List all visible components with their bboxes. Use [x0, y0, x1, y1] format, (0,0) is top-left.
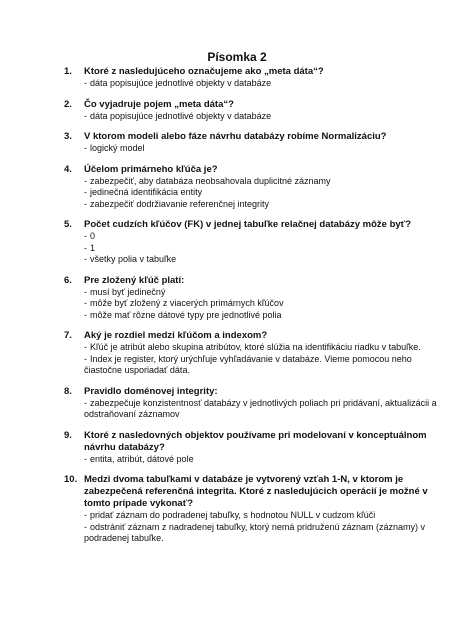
question-text: Pre zložený kľúč platí: [84, 274, 185, 286]
answer-item [84, 78, 444, 90]
answer-list [84, 454, 444, 466]
question-text: Ktoré z nasledujúceho označujeme ako „meta dáta“? [84, 66, 324, 77]
answer-text: entita, atribút, dátové pole [90, 453, 194, 464]
question-text: Čo vyjadruje pojem „meta dáta“? [84, 98, 234, 110]
answer-item [84, 143, 444, 155]
answer-text: zabezpečiť, aby databáza neobsahovala duplicitné záznamy [90, 175, 331, 186]
answer-item [84, 243, 444, 255]
answer-item [84, 187, 444, 199]
question-number: 9. [64, 429, 72, 441]
answer-dash: - [84, 298, 87, 308]
question-text: Pravidlo doménovej integrity: [84, 385, 218, 397]
answer-dash: - [84, 286, 87, 297]
answer-text: dáta popisujúce jednotlivé objekty v databáze [90, 110, 272, 121]
answer-list [84, 398, 444, 421]
question-text: Počet cudzích kľúčov (FK) v jednej tabuľke relačnej databázy môže byť? [84, 219, 412, 230]
answer-item [84, 310, 444, 322]
question-number: 8. [64, 385, 72, 397]
answer-text: musí byť jedinečný [90, 286, 166, 297]
page-title: Písomka 2 [207, 50, 267, 64]
answer-text: zabezpečiť dodržiavanie referenčnej integrity [90, 198, 269, 209]
answer-dash: - [84, 143, 87, 153]
answer-dash: - [84, 342, 87, 352]
answer-item [84, 510, 444, 522]
answer-item [84, 522, 444, 545]
question-number: 10. [64, 474, 78, 485]
question-item [64, 164, 444, 211]
answer-text: všetky polia v tabuľke [90, 254, 177, 264]
answer-item [84, 354, 444, 377]
answer-item [84, 454, 444, 466]
answer-text: môže byť zložený z viacerých primárnych kľúčov [90, 298, 284, 308]
question-number: 7. [64, 330, 72, 341]
answer-list [84, 78, 444, 90]
answer-text: logický model [90, 143, 145, 153]
answer-list [84, 231, 444, 266]
answer-text: 0 [90, 231, 96, 241]
answer-text: dáta popisujúce jednotlivé objekty v databáze [90, 78, 272, 88]
answer-list [84, 287, 444, 322]
answer-list [84, 342, 444, 377]
question-number: 6. [64, 274, 72, 286]
answer-item [84, 176, 444, 188]
answer-text: Index je register, ktorý urýchľuje vyhľadávanie v databáze. Vieme pomocou neho čiastočne usporiadať dáta. [84, 353, 412, 375]
answer-dash: - [84, 175, 87, 186]
answer-dash: - [84, 309, 87, 320]
question-item [64, 275, 444, 322]
question-item [64, 66, 444, 90]
answer-text: zabezpečuje konzistentnosť databázy v jednotlivých poliach pri pridávaní, aktualizácii a odstraňovaní záznamov [84, 397, 437, 419]
answer-text: môže mať rôzne dátové typy pre jednotlivé polia [90, 309, 282, 320]
answer-item [84, 398, 444, 421]
answer-dash: - [84, 397, 87, 408]
answer-dash: - [84, 353, 87, 364]
answer-list [84, 176, 444, 211]
question-item [64, 219, 444, 266]
question-text: Účelom primárneho kľúča je? [84, 163, 218, 175]
answer-text: 1 [90, 242, 96, 253]
question-item [64, 330, 444, 377]
question-list [64, 66, 444, 554]
answer-dash: - [84, 254, 87, 264]
answer-dash: - [84, 78, 87, 88]
question-number: 1. [64, 66, 72, 77]
question-number: 5. [64, 219, 72, 230]
answer-dash: - [84, 510, 87, 520]
answer-dash: - [84, 110, 87, 121]
question-item [64, 474, 444, 545]
answer-dash: - [84, 198, 87, 209]
answer-dash: - [84, 521, 87, 532]
answer-text: pridať záznam do podradenej tabuľky, s hodnotou NULL v cudzom kľúči [90, 510, 376, 520]
answer-list [84, 111, 444, 123]
answer-text: jedinečná identifikácia entity [90, 187, 203, 197]
answer-item [84, 199, 444, 211]
question-number: 4. [64, 163, 72, 175]
answer-item [84, 111, 444, 123]
answer-dash: - [84, 231, 87, 241]
answer-item [84, 298, 444, 310]
question-text: Ktoré z nasledovných objektov používame pri modelovaní v konceptuálnom návrhu databázy? [84, 429, 427, 453]
answer-item [84, 342, 444, 354]
question-item [64, 386, 444, 421]
answer-item [84, 254, 444, 266]
answer-item [84, 287, 444, 299]
question-number: 3. [64, 131, 72, 142]
answer-text: Kľúč je atribút alebo skupina atribútov, ktoré slúžia na identifikáciu riadku v tabuľke. [90, 342, 421, 352]
question-item [64, 131, 444, 155]
answer-dash: - [84, 453, 87, 464]
question-item [64, 99, 444, 123]
question-text: V ktorom modeli alebo fáze návrhu databázy robíme Normalizáciu? [84, 131, 387, 142]
answer-item [84, 231, 444, 243]
answer-dash: - [84, 187, 87, 197]
question-text: Aký je rozdiel medzi kľúčom a indexom? [84, 330, 268, 341]
question-number: 2. [64, 98, 72, 110]
answer-list [84, 510, 444, 545]
question-text: Medzi dvoma tabuľkami v databáze je vytvorený vzťah 1-N, v ktorom je zabezpečená referenčná integrita. Ktoré z nasledujúcich operácií je možné v tomto prípade vykonať? [84, 474, 428, 509]
answer-list [84, 143, 444, 155]
answer-text: odstrániť záznam z nadradenej tabuľky, ktorý nemá pridruženú záznam (záznamy) v podradenej tabuľke. [84, 521, 425, 543]
question-item [64, 430, 444, 466]
answer-dash: - [84, 242, 87, 253]
